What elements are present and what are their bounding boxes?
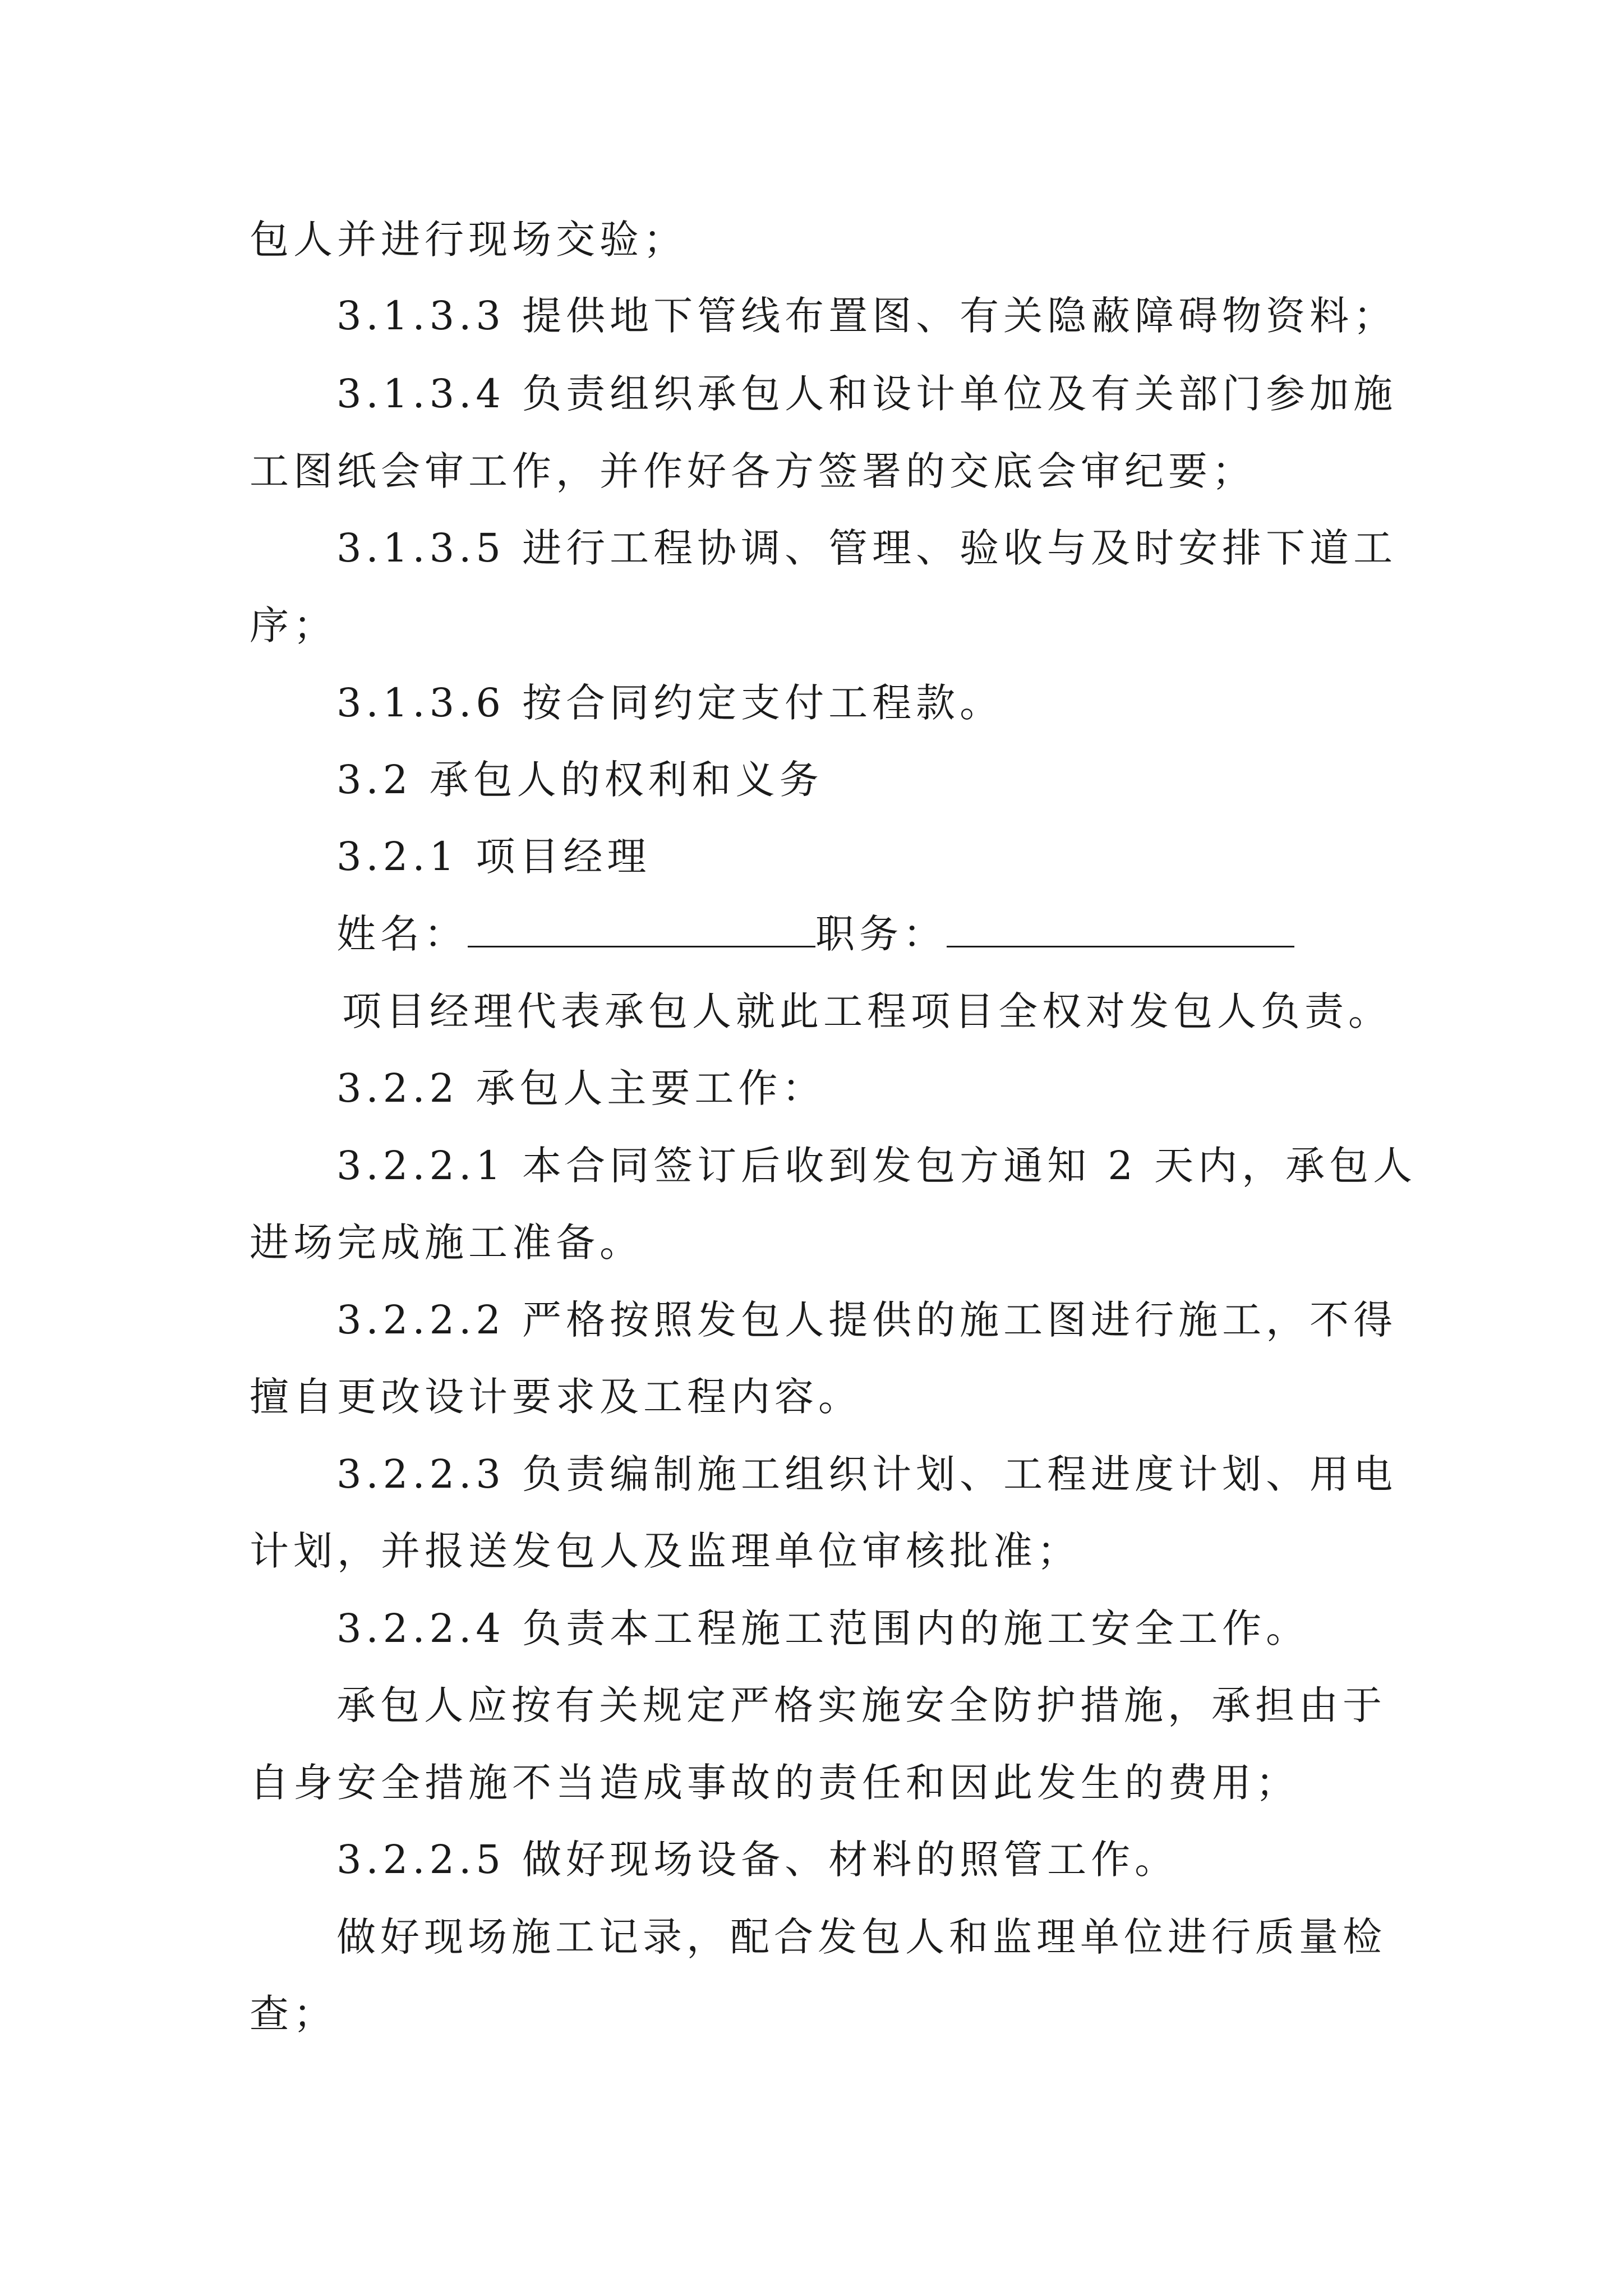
text-line: 计划，并报送发包人及监理单位审核批准； (250, 1528, 1081, 1574)
text-line: 项目经理代表承包人就此工程项目全权对发包人负责。 (342, 988, 1392, 1034)
clause-3-1-3-5: 3.1.3.5 进行工程协调、管理、验收与及时安排下道工 (336, 525, 1398, 571)
name-label: 姓名： (336, 911, 468, 957)
section-3-2-heading: 3.2 承包人的权利和义务 (336, 757, 823, 803)
section-3-2-1-heading: 3.2.1 项目经理 (336, 834, 651, 880)
text-line: 工图纸会审工作，并作好各方签署的交底会审纪要； (250, 448, 1256, 494)
text-line: 做好现场施工记录，配合发包人和监理单位进行质量检 (336, 1914, 1386, 1960)
form-row (336, 909, 1294, 959)
section-3-2-2-heading: 3.2.2 承包人主要工作： (336, 1065, 826, 1111)
text-line: 查； (250, 1991, 337, 2037)
clause-3-1-3-4: 3.1.3.4 负责组织承包人和设计单位及有关部门参加施 (336, 371, 1398, 417)
clause-3-2-2-2: 3.2.2.2 严格按照发包人提供的施工图进行施工，不得 (336, 1297, 1398, 1343)
clause-3-1-3-6: 3.1.3.6 按合同约定支付工程款。 (336, 680, 1004, 726)
name-blank-field[interactable] (468, 911, 815, 947)
text-line: 包人并进行现场交验； (250, 217, 687, 263)
clause-3-2-2-3: 3.2.2.3 负责编制施工组织计划、工程进度计划、用电 (336, 1451, 1398, 1497)
clause-3-2-2-4: 3.2.2.4 负责本工程施工范围内的施工安全工作。 (336, 1605, 1310, 1651)
position-label: 职务： (815, 911, 947, 957)
text-line: 进场完成施工准备。 (250, 1220, 643, 1266)
text-line: 自身安全措施不当造成事故的责任和因此发生的费用； (250, 1760, 1299, 1806)
clause-3-2-2-5: 3.2.2.5 做好现场设备、材料的照管工作。 (336, 1837, 1179, 1883)
position-blank-field[interactable] (947, 911, 1294, 947)
text-line: 擅自更改设计要求及工程内容。 (250, 1374, 862, 1420)
text-line: 承包人应按有关规定严格实施安全防护措施，承担由于 (336, 1682, 1386, 1728)
clause-3-2-2-1: 3.2.2.1 本合同签订后收到发包方通知 2 天内，承包人 (336, 1143, 1417, 1189)
text-line: 序； (250, 602, 337, 648)
clause-3-1-3-3: 3.1.3.3 提供地下管线布置图、有关隐蔽障碍物资料； (336, 293, 1398, 339)
